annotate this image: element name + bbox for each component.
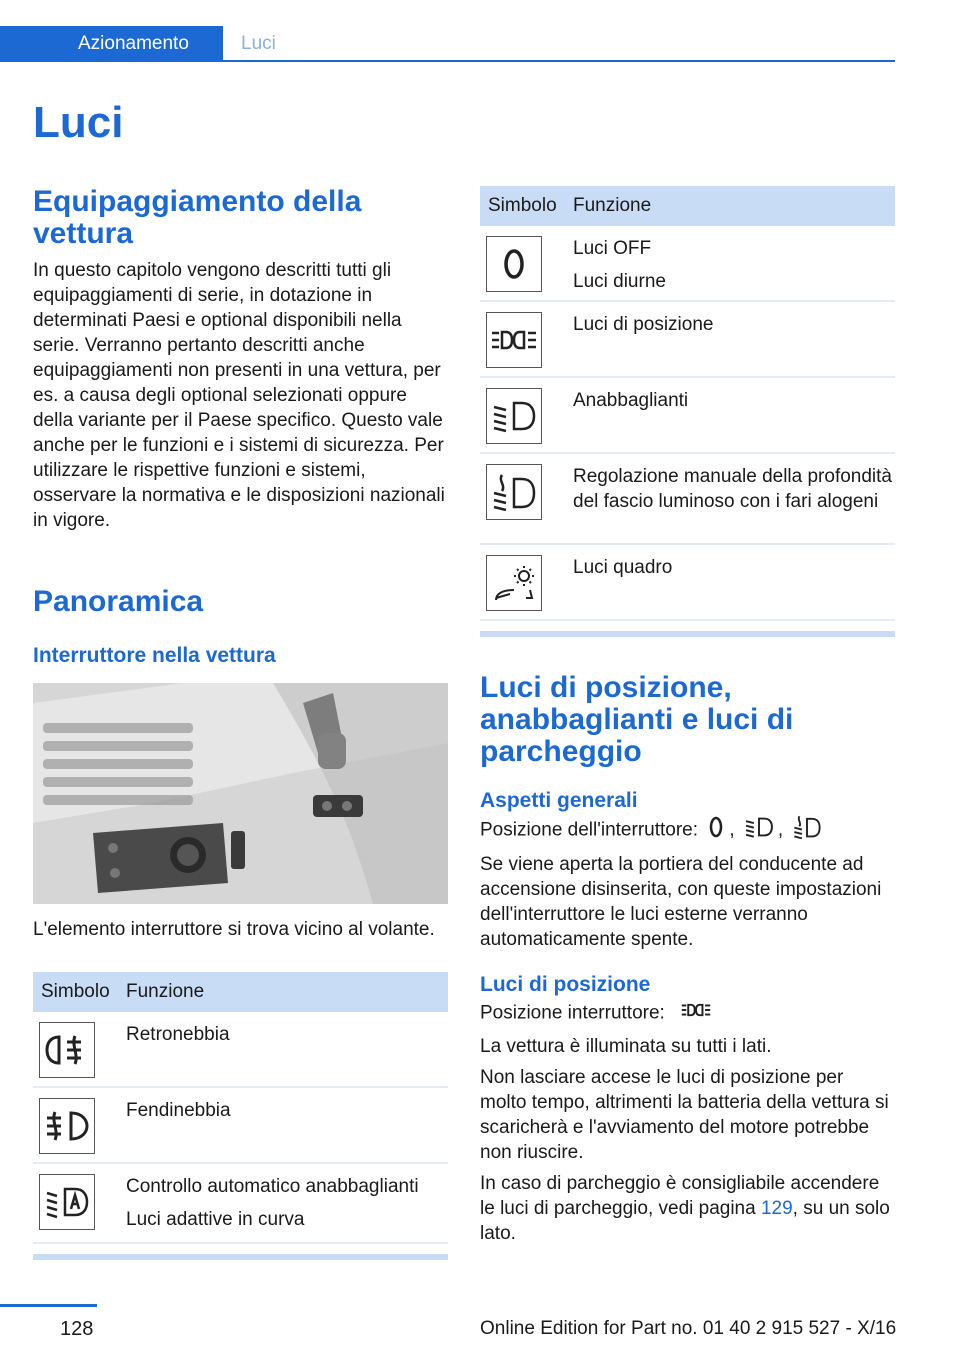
switch-positions-line: [480, 815, 895, 846]
header-chapter-tab[interactable]: Luci: [241, 33, 276, 54]
col-function: Funzione: [126, 981, 205, 1002]
table-left: [33, 972, 448, 1260]
table-row: [480, 226, 895, 302]
table-row: [480, 302, 895, 378]
zero-position-icon: [486, 236, 542, 292]
parking-text-3-pre: In caso di parcheggio è consigliabile accendere le luci di parcheggio, vedi pagina: [480, 1173, 880, 1219]
parking-text-2: Non lasciare accese le luci di posizione per molto tempo, altrimenti la batteria della vettura si scaricherà e l'avviamento del motore potrebbe non riuscire.: [480, 1067, 889, 1163]
photo-caption: [33, 917, 448, 942]
table-row: [480, 378, 895, 454]
overview-section: [33, 586, 448, 669]
lights-heading: Luci di posizione, anabbaglianti e luci di parcheggio: [480, 671, 794, 768]
general-text: Se viene aperta la portiera del conducente ad accensione disinserita, con queste impostazioni dell'interruttore le luci esterne verranno automaticamente spente.: [480, 854, 882, 950]
overview-subheading: Interruttore nella vettura: [33, 644, 276, 667]
lights-section: [480, 672, 895, 1246]
table-row: [33, 1164, 448, 1244]
parking-heading: Luci di posizione: [480, 973, 651, 996]
footer-edition: Online Edition for Part no. 01 40 2 915 527 - X/16: [480, 1318, 897, 1339]
equipment-heading: Equipaggiamento della vettura: [33, 185, 362, 250]
parking-text-3: [480, 1171, 895, 1246]
headlight-range-icon: [486, 464, 542, 520]
parking-switch-label: Posizione interruttore:: [480, 1002, 665, 1024]
table-cell: Controllo automatico anabbaglianti: [126, 1176, 419, 1197]
table-end-rule: [33, 1254, 448, 1260]
overview-heading: Panoramica: [33, 585, 204, 618]
parking-lights-icon: [674, 999, 718, 1028]
parking-text-3-post: , su un solo lato.: [480, 1198, 890, 1244]
table-row: [33, 1012, 448, 1088]
page-link-129[interactable]: 129: [760, 1198, 793, 1219]
zero-position-icon: [707, 816, 725, 845]
table-cell: Regolazione manuale della profondità del fascio luminoso con i fari alogeni: [573, 466, 893, 512]
table-cell: Luci diurne: [573, 271, 666, 292]
parking-lights-icon: [486, 312, 542, 368]
photo-caption-text: L'elemento interruttore si trova vicino al volante.: [33, 919, 435, 940]
table-cell: Fendinebbia: [126, 1100, 231, 1121]
switch-photo: [33, 683, 448, 904]
front-fog-light-icon: [39, 1098, 95, 1154]
header-section-tab[interactable]: Azionamento: [0, 26, 223, 62]
col-function: Funzione: [573, 195, 652, 216]
col-symbol: Simbolo: [41, 981, 110, 1002]
equipment-section: [33, 186, 448, 533]
table-cell: Luci di posizione: [573, 314, 714, 335]
separator-comma: ,: [777, 819, 784, 841]
parking-text-1: La vettura è illuminata su tutti i lati.: [480, 1036, 772, 1057]
col-symbol: Simbolo: [488, 195, 557, 216]
table-left-header: [33, 972, 448, 1012]
header-rule: [223, 60, 895, 62]
page-title: Luci: [33, 98, 124, 147]
low-beam-icon: [486, 388, 542, 444]
switch-positions-label: Posizione dell'interruttore:: [480, 819, 699, 841]
table-cell: Luci OFF: [573, 238, 652, 259]
parking-switch-line: [480, 999, 895, 1028]
table-row: [480, 454, 895, 545]
table-right: [480, 186, 895, 637]
table-cell: Retronebbia: [126, 1024, 230, 1045]
page-number: 128: [60, 1318, 94, 1340]
general-heading: Aspetti generali: [480, 789, 638, 812]
table-end-rule: [480, 631, 895, 637]
headlight-range-icon: [792, 815, 822, 846]
table-right-header: [480, 186, 895, 226]
footer-rule: [0, 1304, 97, 1307]
low-beam-icon: [744, 816, 774, 845]
table-cell: Luci adattive in curva: [126, 1209, 305, 1230]
instrument-lighting-icon: [486, 555, 542, 611]
auto-headlight-icon: [39, 1174, 95, 1230]
equipment-text: In questo capitolo vengono descritti tutti gli equipaggiamenti di serie, in dotazione in determinati Paesi e optional disponibili nella serie. Verranno pertanto descritti anche equipaggiamenti non presenti in una vettura, per es. a causa degli optional selezionati oppure della variante per il Paese specifico. Questo vale anche per le funzioni e i sistemi di sicurezza. Per utilizzare le rispettive funzioni e sistemi, osservare la normativa e le disposizioni nazionali in vigore.: [33, 260, 445, 531]
separator-comma: ,: [729, 819, 735, 841]
table-row: [33, 1088, 448, 1164]
table-cell: Anabbaglianti: [573, 390, 689, 411]
rear-fog-light-icon: [39, 1022, 95, 1078]
table-row: [480, 545, 895, 621]
table-cell: Luci quadro: [573, 557, 673, 578]
